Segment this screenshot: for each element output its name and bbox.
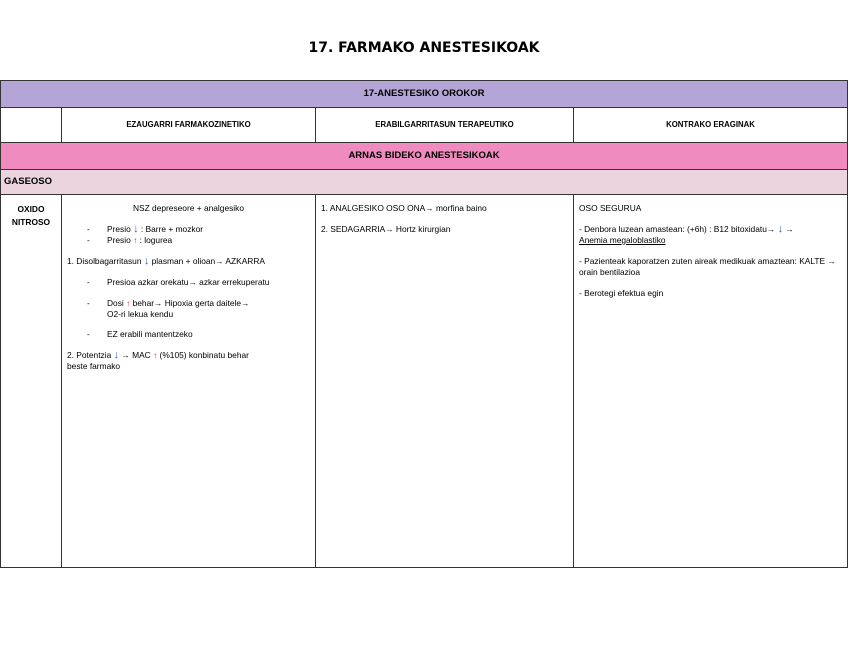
pk-line-8b: beste farmako bbox=[67, 361, 121, 372]
pk-line-6b: O2-ri lekua kendu bbox=[107, 308, 174, 319]
arrow-down-icon: ↓ bbox=[113, 349, 120, 362]
arrow-up-icon: ↑ bbox=[133, 234, 138, 245]
pk-line-3: - Presio ↑ : logurea bbox=[87, 234, 173, 245]
pk-line-6: - Dosi ↑ behar→ Hipoxia gerta daitele→ bbox=[87, 297, 250, 308]
arrow-down-icon: ↓ bbox=[777, 222, 784, 235]
column-headers-row bbox=[1, 108, 848, 143]
adv-line-2b: Anemia megaloblastiko bbox=[579, 234, 666, 245]
bullet-dash: - bbox=[87, 234, 90, 245]
column-header-empty bbox=[1, 108, 62, 143]
ther-line-2: 2. SEDAGARRIA→ Hortz kirurgian bbox=[321, 223, 451, 234]
table-row bbox=[1, 195, 848, 568]
adverse-cell bbox=[574, 195, 848, 568]
column-header-therapeutic: ERABILGARRITASUN TERAPEUTIKO bbox=[316, 108, 574, 143]
pk-line-8: 2. Potentzia ↓ → MAC ↑ (%105) konbinatu behar bbox=[67, 349, 249, 362]
adv-line-4: - Berotegi efektua egin bbox=[579, 287, 664, 298]
arrow-down-icon: ↓ bbox=[133, 222, 139, 235]
drug-table bbox=[0, 80, 848, 568]
group-row bbox=[1, 170, 848, 195]
arrow-up-icon: ↑ bbox=[153, 350, 158, 361]
page-title: 17. FARMAKO ANESTESIKOAK bbox=[308, 40, 540, 56]
table-header: 17-ANESTESIKO OROKOR bbox=[1, 81, 848, 108]
pk-line-5: - Presioa azkar orekatu→ azkar errekuperatu bbox=[87, 276, 270, 287]
therapeutic-cell bbox=[316, 195, 574, 568]
adv-line-2: - Denbora luzean amastean: (+6h) : B12 bitoxidatu→ ↓ → bbox=[579, 222, 794, 235]
section-title: ARNAS BIDEKO ANESTESIKOAK bbox=[1, 143, 848, 170]
bullet-dash: - bbox=[87, 276, 90, 287]
adv-line-1: OSO SEGURUA bbox=[579, 203, 642, 213]
pk-cell bbox=[62, 195, 316, 568]
group-title: GASEOSO bbox=[1, 170, 848, 195]
bullet-dash: - bbox=[87, 329, 90, 340]
section-row bbox=[1, 143, 848, 170]
arrow-up-icon: ↑ bbox=[126, 297, 131, 308]
column-header-pk: EZAUGARRI FARMAKOZINETIKO bbox=[62, 108, 316, 143]
column-header-adverse: KONTRAKO ERAGINAK bbox=[574, 108, 848, 143]
adv-line-3: - Pazienteak kaporatzen zuten aireak medikuak amaztean: KALTE → orain bentilazioa bbox=[579, 255, 836, 277]
bullet-dash: - bbox=[87, 223, 90, 234]
ther-line-1: 1. ANALGESIKO OSO ONA→ morfina baino bbox=[321, 203, 487, 213]
drug-name: OXIDO NITROSO bbox=[1, 195, 62, 568]
pk-line-2: - Presio ↓ : Barre + mozkor bbox=[87, 222, 204, 235]
table-header-row bbox=[1, 81, 848, 108]
pk-line-1: NSZ depreseore + analgesiko bbox=[132, 203, 245, 213]
arrow-down-icon: ↓ bbox=[143, 254, 150, 267]
bullet-dash: - bbox=[87, 297, 90, 308]
pk-line-7: - EZ erabili mantentzeko bbox=[87, 329, 193, 340]
pk-line-4: 1. Disolbagarritasun ↓ plasman + olioan→ AZKARRA bbox=[67, 254, 265, 267]
